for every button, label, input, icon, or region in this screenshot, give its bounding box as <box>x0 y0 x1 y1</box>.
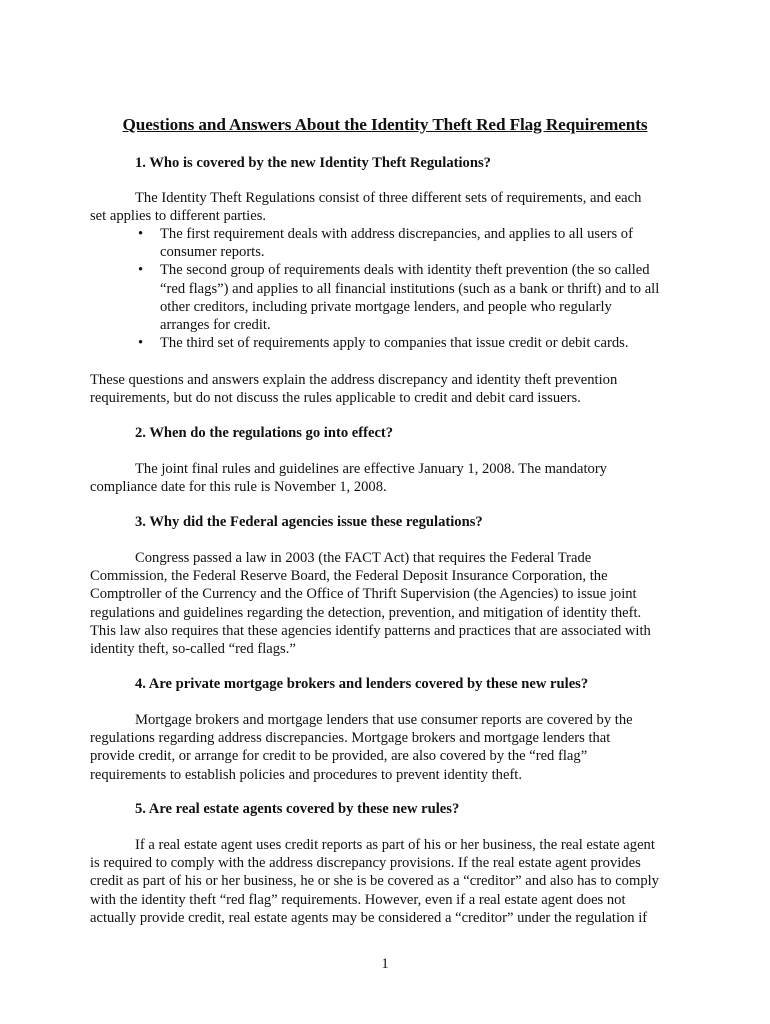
text-line: If a real estate agent uses credit reports as part of his or her business, the real estate agent <box>135 837 655 853</box>
text-line: regulations and guidelines regarding the detection, prevention, and mitigation of identity theft. <box>90 604 642 621</box>
text-line: These questions and answers explain the address discrepancy and identity theft prevention <box>90 372 618 388</box>
bullet-icon: • <box>138 335 144 352</box>
bullet-icon: • <box>138 226 144 242</box>
document-title: Questions and Answers About the Identity Theft Red Flag Requirements <box>122 115 648 134</box>
text-line: This law also requires that these agencies identify patterns and practices that are associated with <box>90 622 651 639</box>
text-line: is required to comply with the address discrepancy provisions. If the real estate agent provides <box>90 855 641 872</box>
text-line: provide credit, or arrange for credit to be provided, are also covered by the “red flag” <box>90 748 588 765</box>
text-line: actually provide credit, real estate agents may be considered a “creditor” under the regulation if <box>90 909 648 926</box>
text-line: Mortgage brokers and mortgage lenders that use consumer reports are covered by the <box>135 712 633 728</box>
question-5-heading: 5. Are real estate agents covered by these new rules? <box>135 801 460 817</box>
text-line: The joint final rules and guidelines are effective January 1, 2008. The mandatory <box>135 461 607 477</box>
bullet-icon: • <box>138 262 144 279</box>
page-number: 1 <box>381 956 389 972</box>
question-1-heading: 1. Who is covered by the new Identity Theft Regulations? <box>135 155 491 171</box>
question-3-answer <box>90 549 690 658</box>
text-line: compliance date for this rule is November 1, 2008. <box>90 479 387 496</box>
text-line: requirements, but do not discuss the rules applicable to credit and debit card issuers. <box>90 390 581 407</box>
question-1-intro <box>90 189 690 225</box>
list-item: • The third set of requirements apply to companies that issue credit or debit cards. <box>138 335 629 352</box>
text-line: Commission, the Federal Reserve Board, the Federal Deposit Insurance Corporation, the <box>90 568 608 585</box>
text-line: The Identity Theft Regulations consist of three different sets of requirements, and each <box>135 190 642 206</box>
text-line: set applies to different parties. <box>90 208 267 225</box>
text-line: requirements to establish policies and procedures to prevent identity theft. <box>90 766 523 783</box>
requirements-bullet-list <box>138 225 688 352</box>
question-1-closing <box>90 371 690 407</box>
text-line: regulations regarding address discrepancies. Mortgage brokers and mortgage lenders that <box>90 730 611 747</box>
question-2-answer <box>90 460 690 496</box>
question-3-heading: 3. Why did the Federal agencies issue these regulations? <box>135 514 483 530</box>
text-line: Comptroller of the Currency and the Office of Thrift Supervision (the Agencies) to issue joint <box>90 586 637 603</box>
question-4-answer <box>90 711 690 784</box>
text-line: Congress passed a law in 2003 (the FACT Act) that requires the Federal Trade <box>135 550 592 566</box>
list-item: • The second group of requirements deals with identity theft prevention (the so called “red flags”) and applies to all financial institutions (such as a bank or thrift) and to all other creditors, including private mortgage lenders, and people who regularly arranges for credit. <box>138 262 660 334</box>
question-4-heading: 4. Are private mortgage brokers and lenders covered by these new rules? <box>135 676 589 692</box>
text-line: credit as part of his or her business, he or she is be covered as a “creditor” and also has to comply <box>90 873 659 890</box>
question-2-heading: 2. When do the regulations go into effect? <box>135 425 394 441</box>
question-5-answer <box>90 836 690 927</box>
text-line: with the identity theft “red flag” requirements. However, even if a real estate agent does not <box>90 891 626 908</box>
text-line: identity theft, so-called “red flags.” <box>90 641 296 658</box>
list-item: • The first requirement deals with address discrepancies, and applies to all users of consumer reports. <box>138 226 633 261</box>
